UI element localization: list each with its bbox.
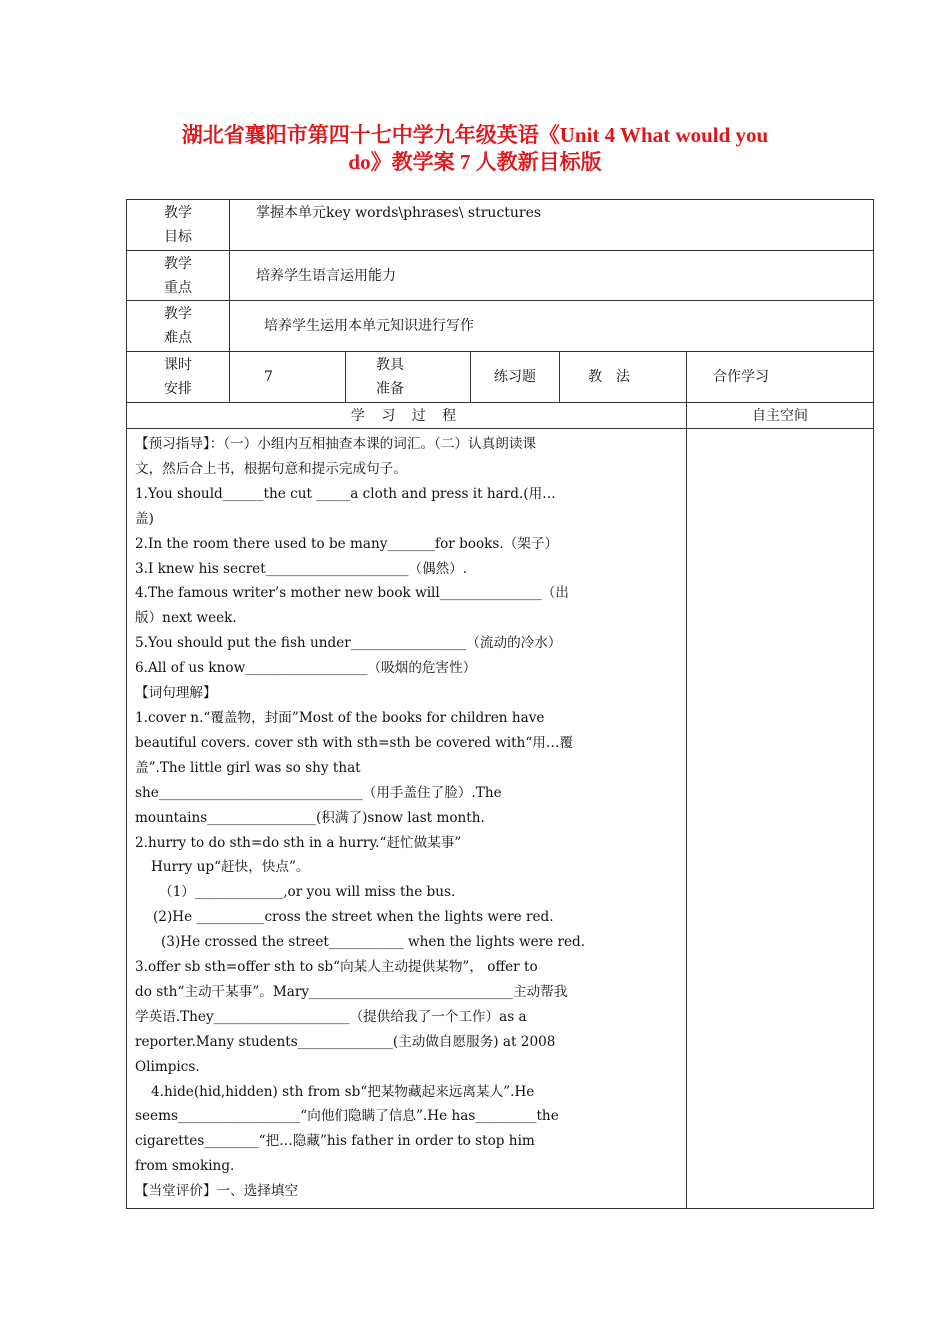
method-value: 合作学习 [687, 352, 874, 403]
text-line: 【词句理解】 [135, 685, 217, 702]
row-difficulty [127, 301, 874, 352]
row-process-body [127, 429, 874, 1209]
self-space-header: 自主空间 [687, 403, 874, 429]
text-line: 盖) [135, 510, 154, 527]
text-line: 3.offer sb sth=offer sth to sb“向某人主动提供某物”， offer to [135, 959, 538, 976]
text-line: 5.You should put the fish under_________________（流动的冷水） [135, 635, 562, 652]
text-line: （1）_____________,or you will miss the bus. [159, 884, 456, 901]
title-line-2: do》教学案 7 人教新目标版 [348, 150, 602, 174]
title-line-1: 湖北省襄阳市第四十七中学九年级英语《Unit 4 What would you [181, 123, 769, 147]
text-line: from smoking. [135, 1158, 235, 1175]
document-title [120, 122, 830, 176]
text-line: seems__________________“向他们隐瞒了信息”.He has_________the [135, 1108, 559, 1125]
text-line: 学英语.They____________________（提供给我了一个工作）as a [135, 1008, 527, 1025]
text-line: 2.In the room there used to be many_______for books.（架子） [135, 535, 559, 552]
text-line: mountains________________(积满了)snow last month. [135, 809, 485, 826]
text-line: 1.cover n.“覆盖物，封面”Most of the books for children have [135, 709, 545, 726]
lesson-plan-table [126, 199, 874, 1209]
text-line: Hurry up“赶快，快点”。 [151, 859, 310, 876]
difficulty-content: 培养学生运用本单元知识进行写作 [230, 301, 874, 352]
goal-label: 教学 目标 [127, 200, 230, 251]
tools-value: 练习题 [471, 352, 560, 403]
text-line: reporter.Many students______________(主动做自愿服务) at 2008 [135, 1033, 556, 1050]
text-line: 文，然后合上书，根据句意和提示完成句子。 [135, 460, 407, 477]
schedule-label: 课时 安排 [127, 352, 230, 403]
schedule-value: 7 [230, 352, 346, 403]
row-goal [127, 200, 874, 251]
row-focus [127, 251, 874, 301]
text-line: do sth“主动干某事”。Mary______________________________主动帮我 [135, 983, 568, 1000]
text-line: she______________________________（用手盖住了脸）.The [135, 784, 502, 801]
text-line: 4.The famous writer’s mother new book will_______________（出 [135, 585, 569, 602]
goal-content: 掌握本单元key words\phrases\ structures [230, 200, 874, 251]
text-line: 3.I knew his secret_____________________（偶然）. [135, 560, 468, 577]
text-line: 6.All of us know__________________（吸烟的危害性） [135, 660, 477, 677]
method-label: 教 法 [560, 352, 687, 403]
text-line: 【预习指导】：（一）小组内互相抽查本课的词汇。（二）认真朗读课 [135, 436, 537, 452]
text-line: 1.You should______the cut _____a cloth and press it hard.(用… [135, 485, 556, 502]
focus-label: 教学 重点 [127, 251, 230, 301]
focus-content: 培养学生语言运用能力 [230, 251, 874, 301]
text-line: 版）next week. [135, 610, 237, 627]
process-content [127, 429, 687, 1209]
text-line: Olimpics. [135, 1058, 200, 1075]
row-process-header [127, 403, 874, 429]
text-line: 2.hurry to do sth=do sth in a hurry.“赶忙做某事” [135, 834, 462, 851]
tools-label: 教具 准备 [346, 352, 471, 403]
text-line: 【当堂评价】一、选择填空 [135, 1183, 299, 1200]
text-line: 盖”.The little girl was so shy that [135, 759, 361, 776]
self-space-area [687, 429, 874, 1209]
text-line: (2)He __________cross the street when the lights were red. [153, 909, 554, 926]
text-line: beautiful covers. cover sth with sth=sth be covered with“用…覆 [135, 734, 574, 751]
text-line: 4.hide(hid,hidden) sth from sb“把某物藏起来远离某人”.He [151, 1083, 535, 1100]
text-line: (3)He crossed the street___________ when the lights were red. [161, 934, 586, 951]
row-schedule [127, 352, 874, 403]
process-header: 学 习 过 程 [127, 403, 687, 429]
text-line: cigarettes________“把…隐藏”his father in order to stop him [135, 1133, 535, 1150]
difficulty-label: 教学 难点 [127, 301, 230, 352]
